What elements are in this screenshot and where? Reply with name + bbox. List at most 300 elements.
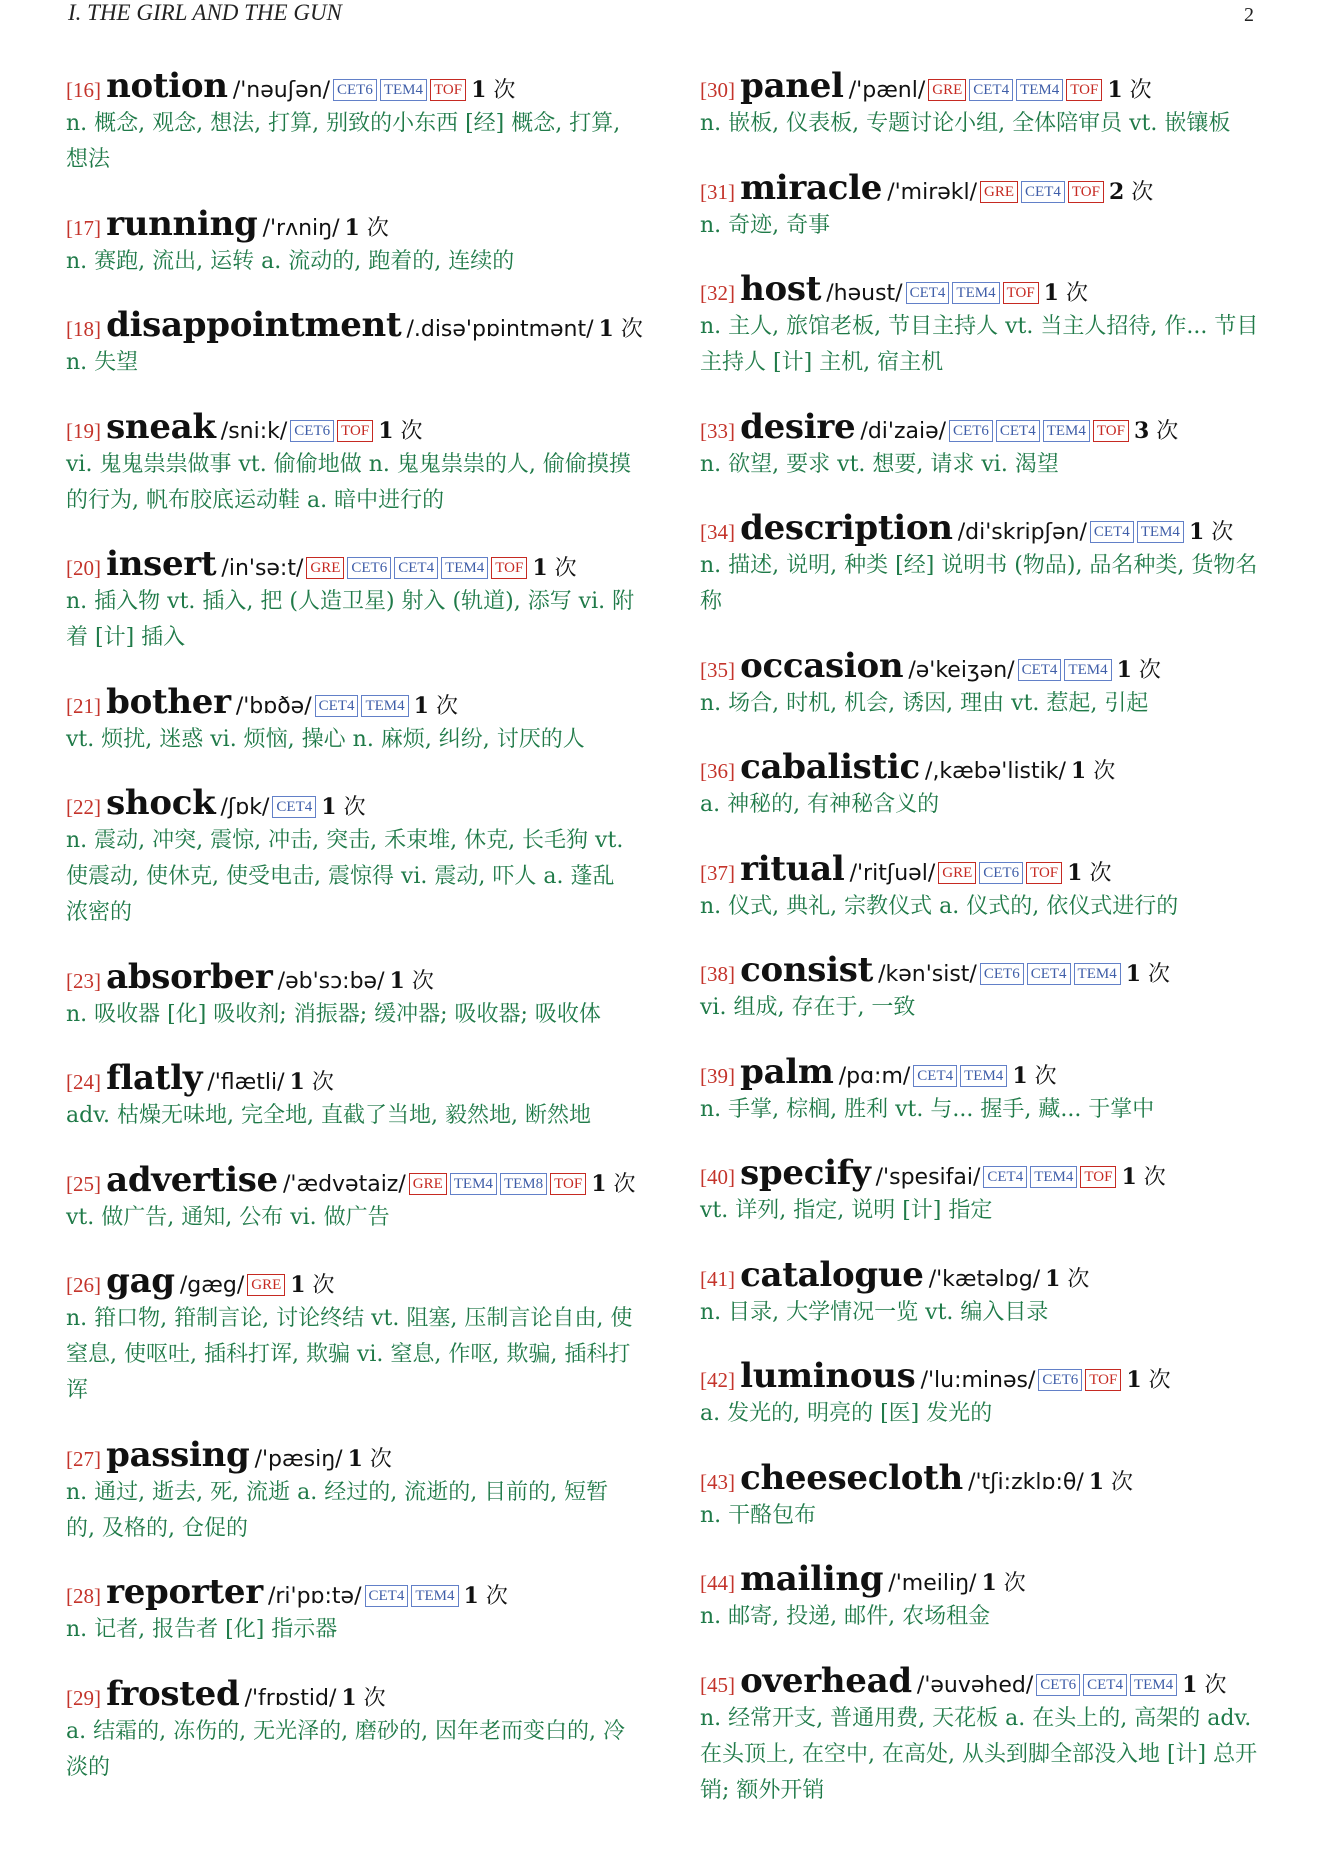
entry-headline bbox=[700, 66, 1270, 106]
entry-index: [21] bbox=[66, 693, 101, 718]
exam-tag: CET4 bbox=[365, 1585, 409, 1607]
exam-tag: TOF bbox=[337, 420, 373, 442]
exam-tag: CET4 bbox=[913, 1065, 957, 1087]
entry-headline bbox=[66, 544, 636, 584]
vocab-entry bbox=[66, 1058, 636, 1134]
frequency-count bbox=[290, 1070, 334, 1095]
vocab-entry bbox=[700, 1153, 1270, 1229]
entry-headline bbox=[66, 957, 636, 997]
exam-tag: TOF bbox=[430, 79, 466, 101]
entry-index: [34] bbox=[700, 520, 735, 544]
exam-tag: GRE bbox=[928, 79, 966, 101]
entry-index: [42] bbox=[700, 1368, 735, 1392]
exam-tag: CET4 bbox=[272, 796, 316, 818]
frequency-count bbox=[348, 1447, 392, 1472]
exam-tag: TOF bbox=[1003, 282, 1039, 304]
count-unit: 次 bbox=[1093, 759, 1116, 784]
vocab-entry bbox=[700, 1052, 1270, 1128]
count-number: 1 bbox=[591, 1170, 607, 1197]
count-unit: 次 bbox=[1211, 520, 1234, 545]
count-unit: 次 bbox=[485, 1584, 508, 1609]
definition: n. 吸收器 [化] 吸收剂; 消振器; 缓冲器; 吸收器; 吸收体 bbox=[66, 1001, 601, 1027]
exam-tag: CET4 bbox=[996, 420, 1040, 442]
definition: n. 失望 bbox=[66, 350, 139, 375]
exam-tag: CET6 bbox=[1036, 1674, 1080, 1696]
exam-tag: GRE bbox=[938, 862, 976, 884]
headword: bother bbox=[106, 681, 231, 722]
count-unit: 次 bbox=[1143, 1165, 1166, 1190]
phonetic: /'pænl/ bbox=[848, 78, 926, 103]
entry-index: [29] bbox=[66, 1685, 101, 1710]
headword: sneak bbox=[106, 406, 216, 447]
phonetic: /'ritʃuəl/ bbox=[849, 860, 936, 886]
frequency-count bbox=[532, 556, 576, 581]
exam-tag: TEM4 bbox=[1016, 79, 1063, 101]
phonetic: /'spesifai/ bbox=[875, 1165, 981, 1190]
page-header bbox=[68, 0, 1254, 30]
vocab-entry bbox=[66, 682, 636, 758]
definition: n. 描述, 说明, 种类 [经] 说明书 (物品), 品名种类, 货物名称 bbox=[700, 553, 1258, 614]
exam-tag: CET6 bbox=[333, 79, 377, 101]
definition: vi. 鬼鬼祟祟做事 vt. 偷偷地做 n. 鬼鬼祟祟的人, 偷偷摸摸的行为, 帆布胶底运动鞋 a. 暗中进行的 bbox=[66, 451, 631, 513]
headword: absorber bbox=[106, 956, 273, 997]
phonetic: /ri'pɒ:tə/ bbox=[267, 1584, 362, 1609]
count-number: 1 bbox=[1188, 519, 1205, 545]
phonetic: /sni:k/ bbox=[220, 418, 288, 444]
count-unit: 次 bbox=[435, 693, 458, 719]
headword: passing bbox=[106, 1434, 250, 1475]
entry-index: [28] bbox=[66, 1584, 101, 1608]
count-number: 1 bbox=[289, 1069, 305, 1095]
entry-index: [20] bbox=[66, 556, 101, 580]
exam-tag: GRE bbox=[980, 181, 1018, 203]
vocab-entry bbox=[66, 1160, 636, 1236]
count-unit: 次 bbox=[1204, 1672, 1227, 1698]
headword: gag bbox=[106, 1261, 175, 1301]
vocab-entry bbox=[66, 1674, 636, 1786]
frequency-count bbox=[341, 1686, 385, 1711]
phonetic: /'mirəkl/ bbox=[887, 179, 978, 205]
frequency-count bbox=[1107, 78, 1151, 103]
headword: desire bbox=[740, 406, 856, 447]
entry-index: [25] bbox=[66, 1171, 101, 1196]
entry-headline bbox=[700, 1559, 1270, 1599]
frequency-count bbox=[981, 1571, 1025, 1596]
definition: n. 箝口物, 箝制言论, 讨论终结 vt. 阻塞, 压制言论自由, 使窒息, 使呕吐, 插科打诨, 欺骗 vi. 窒息, 作呕, 欺骗, 插科打诨 bbox=[66, 1306, 633, 1403]
vocab-entry bbox=[700, 1255, 1270, 1331]
entry-index: [43] bbox=[700, 1469, 735, 1494]
definition: vt. 做广告, 通知, 公布 vi. 做广告 bbox=[66, 1204, 390, 1230]
headword: miracle bbox=[740, 167, 883, 208]
exam-tag: TEM4 bbox=[450, 1173, 497, 1195]
entry-headline bbox=[66, 66, 636, 106]
entry-headline bbox=[66, 407, 636, 447]
exam-tag: TEM4 bbox=[1074, 963, 1121, 985]
vocab-entry bbox=[700, 1356, 1270, 1432]
phonetic: /'nəuʃən/ bbox=[232, 78, 330, 103]
entry-headline bbox=[700, 849, 1270, 889]
headword: description bbox=[740, 508, 953, 548]
exam-tag: CET6 bbox=[347, 557, 391, 579]
vocab-entry bbox=[66, 1261, 636, 1409]
count-number: 1 bbox=[1012, 1062, 1028, 1089]
vocab-entry bbox=[66, 305, 643, 381]
frequency-count bbox=[1121, 1165, 1165, 1190]
vocab-entry bbox=[700, 407, 1270, 483]
definition: n. 通过, 逝去, 死, 流逝 a. 经过的, 流逝的, 目前的, 短暂的, 及格的, 仓促的 bbox=[66, 1479, 609, 1541]
left-column bbox=[66, 66, 643, 1811]
vocab-entry bbox=[700, 1559, 1270, 1635]
frequency-count bbox=[345, 216, 389, 241]
exam-tag: TEM4 bbox=[1130, 1674, 1177, 1696]
phonetic: /həust/ bbox=[826, 281, 903, 306]
exam-tag: CET4 bbox=[969, 79, 1013, 101]
frequency-count bbox=[464, 1584, 508, 1609]
vocab-entry bbox=[700, 1458, 1270, 1534]
headword: mailing bbox=[740, 1559, 884, 1599]
exam-tag: TOF bbox=[1080, 1166, 1116, 1188]
definition: n. 场合, 时机, 机会, 诱因, 理由 vt. 惹起, 引起 bbox=[700, 690, 1149, 716]
exam-tag: CET6 bbox=[1038, 1369, 1082, 1391]
phonetic: /gæg/ bbox=[179, 1273, 245, 1298]
definition: a. 神秘的, 有神秘含义的 bbox=[700, 792, 940, 817]
exam-tag: TEM4 bbox=[1064, 659, 1111, 681]
headword: running bbox=[106, 203, 258, 244]
headword: insert bbox=[106, 544, 217, 584]
count-number: 1 bbox=[344, 214, 360, 241]
entry-headline bbox=[66, 682, 636, 722]
count-unit: 次 bbox=[1089, 860, 1112, 886]
count-unit: 次 bbox=[1067, 1266, 1090, 1292]
entry-index: [35] bbox=[700, 657, 735, 682]
entry-index: [18] bbox=[66, 317, 101, 341]
headword: flatly bbox=[106, 1058, 203, 1098]
count-unit: 次 bbox=[1034, 1063, 1057, 1089]
count-unit: 次 bbox=[343, 795, 366, 820]
frequency-count bbox=[290, 1273, 334, 1298]
phonetic: /di'zaiə/ bbox=[860, 418, 947, 444]
entry-index: [44] bbox=[700, 1571, 735, 1595]
count-number: 1 bbox=[463, 1583, 479, 1609]
count-unit: 次 bbox=[1129, 78, 1152, 103]
exam-tag: CET4 bbox=[906, 282, 950, 304]
exam-tag: TOF bbox=[1093, 420, 1129, 442]
vocab-entry bbox=[66, 66, 636, 178]
entry-headline bbox=[700, 407, 1270, 447]
entry-headline bbox=[700, 1356, 1270, 1396]
count-number: 1 bbox=[532, 555, 548, 581]
phonetic: /'flætli/ bbox=[207, 1070, 285, 1095]
definition: n. 震动, 冲突, 震惊, 冲击, 突击, 禾束堆, 休克, 长毛狗 vt. 使震动, 使休克, 使受电击, 震惊得 vi. 震动, 吓人 a. 蓬乱浓密的 bbox=[66, 828, 624, 925]
count-unit: 次 bbox=[1156, 418, 1179, 444]
definition: n. 手掌, 棕榈, 胜利 vt. 与... 握手, 藏... 于掌中 bbox=[700, 1096, 1155, 1122]
headword: palm bbox=[740, 1051, 834, 1092]
headword: frosted bbox=[106, 1673, 240, 1714]
phonetic: /'frɒstid/ bbox=[244, 1685, 337, 1711]
definition: vi. 组成, 存在于, 一致 bbox=[700, 995, 916, 1020]
definition: n. 奇迹, 奇事 bbox=[700, 212, 831, 238]
headword: cheesecloth bbox=[740, 1457, 963, 1498]
count-number: 1 bbox=[290, 1272, 306, 1298]
count-unit: 次 bbox=[311, 1070, 334, 1095]
frequency-count bbox=[1045, 1267, 1089, 1292]
entry-index: [30] bbox=[700, 78, 735, 102]
phonetic: /di'skripʃən/ bbox=[957, 520, 1087, 545]
phonetic: /'bɒðə/ bbox=[235, 693, 312, 719]
definition: n. 嵌板, 仪表板, 专题讨论小组, 全体陪审员 vt. 嵌镶板 bbox=[700, 111, 1231, 136]
entry-index: [33] bbox=[700, 418, 735, 443]
headword: cabalistic bbox=[740, 747, 920, 787]
vocab-entry bbox=[700, 66, 1270, 142]
frequency-count bbox=[1044, 281, 1088, 306]
exam-tag: TEM4 bbox=[1137, 521, 1184, 543]
entry-headline bbox=[700, 1153, 1270, 1193]
count-unit: 次 bbox=[493, 78, 516, 103]
vocab-entry bbox=[700, 646, 1270, 722]
phonetic: /əb'sɔ:bə/ bbox=[277, 968, 385, 994]
count-unit: 次 bbox=[1065, 281, 1088, 306]
headword: ritual bbox=[740, 848, 845, 889]
vocab-entry bbox=[700, 508, 1270, 620]
count-unit: 次 bbox=[1111, 1469, 1134, 1495]
exam-tag: GRE bbox=[409, 1173, 447, 1195]
entry-index: [32] bbox=[700, 281, 735, 305]
definition: n. 插入物 vt. 插入, 把 (人造卫星) 射入 (轨道), 添写 vi. 附着 [计] 插入 bbox=[66, 589, 635, 650]
phonetic: /ə'keiʒən/ bbox=[908, 657, 1015, 683]
headword: luminous bbox=[740, 1356, 916, 1396]
exam-tag: CET6 bbox=[980, 963, 1024, 985]
phonetic: /kən'sist/ bbox=[878, 962, 977, 987]
exam-tag: TEM4 bbox=[361, 695, 408, 717]
entry-headline bbox=[66, 1261, 636, 1301]
definition: n. 经常开支, 普通用费, 天花板 a. 在头上的, 高架的 adv. 在头顶上, 在空中, 在高处, 从头到脚全部没入地 [计] 总开销; 额外开销 bbox=[700, 1705, 1258, 1803]
frequency-count bbox=[471, 78, 515, 103]
entry-index: [40] bbox=[700, 1165, 735, 1189]
entry-headline bbox=[700, 168, 1270, 208]
count-unit: 次 bbox=[620, 317, 643, 342]
count-unit: 次 bbox=[1003, 1571, 1026, 1596]
vocab-entry bbox=[66, 957, 636, 1033]
entry-headline bbox=[700, 1255, 1270, 1295]
entry-headline bbox=[700, 747, 1270, 787]
count-unit: 次 bbox=[312, 1273, 335, 1298]
count-number: 1 bbox=[321, 794, 337, 820]
headword: catalogue bbox=[740, 1254, 924, 1295]
frequency-count bbox=[1071, 759, 1115, 784]
definition: n. 仪式, 典礼, 宗教仪式 a. 仪式的, 依仪式进行的 bbox=[700, 893, 1179, 919]
count-unit: 次 bbox=[366, 215, 389, 241]
phonetic: /pɑ:m/ bbox=[838, 1063, 911, 1089]
exam-tag: CET4 bbox=[1021, 181, 1065, 203]
count-number: 1 bbox=[378, 417, 394, 444]
exam-tag: GRE bbox=[247, 1274, 285, 1296]
definition: vt. 烦扰, 迷惑 vi. 烦恼, 操心 n. 麻烦, 纠纷, 讨厌的人 bbox=[66, 726, 585, 752]
phonetic: /'rʌniŋ/ bbox=[262, 215, 340, 241]
count-number: 1 bbox=[389, 967, 405, 994]
exam-tag: TEM4 bbox=[960, 1065, 1007, 1087]
exam-tag: CET6 bbox=[949, 420, 993, 442]
vocab-entry bbox=[66, 544, 636, 656]
definition: a. 结霜的, 冻伤的, 无光泽的, 磨砂的, 因年老而变白的, 冷淡的 bbox=[66, 1718, 626, 1780]
headword: overhead bbox=[740, 1660, 912, 1701]
entry-headline bbox=[66, 1572, 636, 1612]
definition: n. 赛跑, 流出, 运转 a. 流动的, 跑着的, 连续的 bbox=[66, 248, 515, 274]
exam-tag: CET4 bbox=[983, 1166, 1027, 1188]
exam-tag: TEM4 bbox=[441, 557, 488, 579]
definition: n. 欲望, 要求 vt. 想要, 请求 vi. 渴望 bbox=[700, 451, 1059, 477]
exam-tag: TEM4 bbox=[380, 79, 427, 101]
entry-index: [24] bbox=[66, 1070, 101, 1094]
definition: n. 主人, 旅馆老板, 节目主持人 vt. 当主人招待, 作... 节目主持人 [计] 主机, 宿主机 bbox=[700, 314, 1259, 375]
headword: reporter bbox=[106, 1572, 263, 1612]
entry-index: [17] bbox=[66, 215, 101, 240]
exam-tag: TOF bbox=[550, 1173, 586, 1195]
exam-tag: CET4 bbox=[1090, 521, 1134, 543]
exam-tag: TEM8 bbox=[500, 1173, 547, 1195]
count-number: 1 bbox=[1045, 1265, 1061, 1292]
count-number: 1 bbox=[1043, 280, 1059, 306]
phonetic: /in'sə:t/ bbox=[221, 556, 304, 581]
definition: a. 发光的, 明亮的 [医] 发光的 bbox=[700, 1401, 993, 1426]
exam-tag: CET4 bbox=[1018, 659, 1062, 681]
entry-headline bbox=[66, 1160, 636, 1200]
phonetic: /'tʃi:zklɒ:θ/ bbox=[968, 1469, 1084, 1495]
phonetic: /'kætəlɒg/ bbox=[928, 1266, 1041, 1292]
vocab-entry bbox=[700, 950, 1270, 1026]
count-number: 1 bbox=[347, 1445, 363, 1472]
vocab-entry bbox=[66, 783, 636, 931]
frequency-count bbox=[1189, 520, 1233, 545]
entry-headline bbox=[700, 1661, 1270, 1701]
headword: notion bbox=[106, 66, 228, 106]
exam-tag: TOF bbox=[1085, 1369, 1121, 1391]
count-unit: 次 bbox=[1138, 657, 1161, 683]
frequency-count bbox=[591, 1172, 635, 1197]
frequency-count bbox=[1067, 861, 1111, 886]
frequency-count bbox=[1134, 419, 1178, 444]
exam-tag: TEM4 bbox=[1030, 1166, 1077, 1188]
frequency-count bbox=[1012, 1064, 1056, 1089]
exam-tag: TEM4 bbox=[952, 282, 999, 304]
count-number: 1 bbox=[598, 316, 614, 342]
entry-index: [23] bbox=[66, 968, 101, 993]
definition: n. 邮寄, 投递, 邮件, 农场租金 bbox=[700, 1604, 991, 1629]
exam-tag: TOF bbox=[1066, 79, 1102, 101]
headword: disappointment bbox=[106, 305, 402, 345]
count-unit: 次 bbox=[369, 1446, 392, 1472]
entry-index: [37] bbox=[700, 860, 735, 885]
entry-headline bbox=[700, 508, 1270, 548]
headword: occasion bbox=[740, 645, 904, 686]
entry-index: [19] bbox=[66, 418, 101, 443]
count-unit: 次 bbox=[411, 968, 434, 994]
phonetic: /'ædvətaiz/ bbox=[283, 1171, 406, 1197]
count-unit: 次 bbox=[400, 418, 423, 444]
count-unit: 次 bbox=[1131, 179, 1154, 205]
entry-headline bbox=[700, 950, 1270, 990]
entry-headline bbox=[700, 646, 1270, 686]
entry-index: [26] bbox=[66, 1273, 101, 1297]
frequency-count bbox=[321, 795, 365, 820]
vocab-entry bbox=[66, 1572, 636, 1648]
frequency-count bbox=[1182, 1673, 1226, 1698]
definition: adv. 枯燥无味地, 完全地, 直截了当地, 毅然地, 断然地 bbox=[66, 1103, 591, 1128]
headword: host bbox=[740, 269, 822, 309]
phonetic: /.disə'pɒintmənt/ bbox=[406, 317, 594, 342]
entry-headline bbox=[700, 1052, 1270, 1092]
count-number: 1 bbox=[1088, 1468, 1105, 1495]
exam-tag: GRE bbox=[306, 557, 344, 579]
phonetic: /'əuvəhed/ bbox=[916, 1672, 1034, 1698]
vocab-entry bbox=[66, 407, 636, 519]
frequency-count bbox=[1126, 1368, 1170, 1393]
definition: n. 概念, 观念, 想法, 打算, 别致的小东西 [经] 概念, 打算, 想法 bbox=[66, 111, 621, 172]
phonetic: /'lu:minəs/ bbox=[920, 1368, 1036, 1393]
right-column bbox=[700, 66, 1270, 1834]
frequency-count bbox=[390, 969, 434, 994]
entry-headline bbox=[66, 1674, 636, 1714]
exam-tag: TOF bbox=[1026, 862, 1062, 884]
exam-tag: CET6 bbox=[290, 420, 334, 442]
phonetic: /'pæsiŋ/ bbox=[254, 1446, 343, 1472]
vocab-entry bbox=[700, 849, 1270, 925]
entry-headline bbox=[66, 1435, 636, 1475]
exam-tag: CET6 bbox=[979, 862, 1023, 884]
headword: shock bbox=[106, 783, 216, 823]
entry-index: [41] bbox=[700, 1266, 735, 1291]
entry-index: [38] bbox=[700, 962, 735, 986]
count-number: 1 bbox=[1070, 758, 1087, 784]
vocab-entry bbox=[700, 269, 1270, 381]
count-unit: 次 bbox=[613, 1171, 636, 1197]
exam-tag: TEM4 bbox=[1043, 420, 1090, 442]
count-number: 1 bbox=[1126, 1367, 1142, 1393]
frequency-count bbox=[1109, 180, 1153, 205]
count-number: 1 bbox=[1121, 1164, 1137, 1190]
entry-index: [31] bbox=[700, 179, 735, 204]
definition: n. 干酪包布 bbox=[700, 1502, 817, 1528]
exam-tag: TEM4 bbox=[411, 1585, 458, 1607]
entry-index: [36] bbox=[700, 759, 735, 783]
count-number: 1 bbox=[1182, 1671, 1198, 1698]
count-number: 1 bbox=[1107, 77, 1123, 103]
count-number: 1 bbox=[341, 1684, 357, 1711]
phonetic: /,kæbə'listik/ bbox=[925, 759, 1066, 784]
count-unit: 次 bbox=[1148, 1368, 1171, 1393]
count-number: 1 bbox=[981, 1570, 997, 1596]
frequency-count bbox=[378, 419, 422, 444]
entry-index: [39] bbox=[700, 1063, 735, 1088]
phonetic: /'meiliŋ/ bbox=[888, 1571, 977, 1596]
entry-headline bbox=[66, 305, 643, 345]
headword: panel bbox=[740, 66, 844, 106]
count-number: 1 bbox=[1125, 961, 1142, 987]
vocab-entry bbox=[66, 204, 636, 280]
exam-tag: CET4 bbox=[394, 557, 438, 579]
count-number: 1 bbox=[1067, 859, 1083, 886]
exam-tag: CET4 bbox=[1083, 1674, 1127, 1696]
chapter-title: I. THE GIRL AND THE GUN bbox=[68, 0, 342, 25]
headword: specify bbox=[740, 1153, 871, 1193]
exam-tag: TOF bbox=[1068, 181, 1104, 203]
page-number: 2 bbox=[1244, 4, 1254, 26]
definition: n. 记者, 报告者 [化] 指示器 bbox=[66, 1617, 338, 1642]
entry-index: [22] bbox=[66, 795, 101, 819]
count-number: 3 bbox=[1133, 417, 1150, 444]
definition: vt. 详列, 指定, 说明 [计] 指定 bbox=[700, 1198, 993, 1223]
frequency-count bbox=[1117, 658, 1161, 683]
entry-headline bbox=[700, 269, 1270, 309]
